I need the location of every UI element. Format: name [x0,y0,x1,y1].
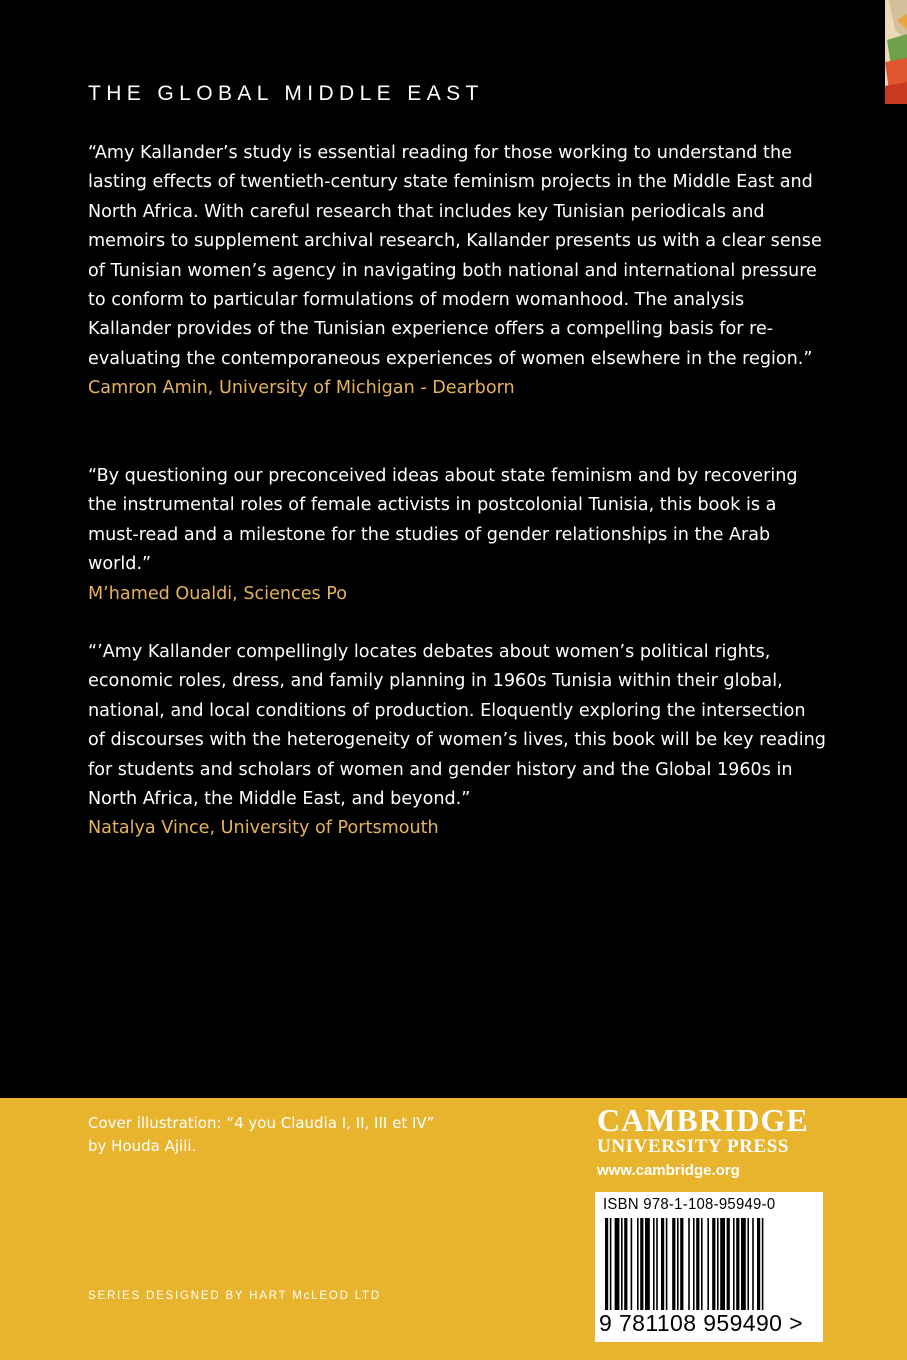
barcode-bar [680,1218,683,1310]
barcode-bar [615,1218,620,1310]
barcode-bar [621,1218,623,1310]
back-cover-footer [0,1098,907,1360]
barcode-bar [661,1218,664,1310]
barcode-bar [762,1218,764,1310]
barcode-bar [653,1218,655,1310]
barcode-bar [677,1218,679,1310]
isbn-barcode [595,1192,823,1342]
barcode-bar [717,1218,719,1310]
barcode-bar [707,1218,709,1310]
endorsement-quote: “Amy Kallander’s study is essential reading for those working to understand the lasting effects of twentieth-century state feminism projects in the Middle East and North Africa. With careful research that includes key Tunisian periodicals and memoirs to supplement archival research, Kallander presents us with a clear sense of Tunisian women’s agency in navigating both national and international pressure to conform to particular formulations of modern womanhood. The analysis Kallander provides of the Tunisian experience offers a compelling basis for re-evaluating the contemporaneous experiences of women elsewhere in the region.” [88,143,822,369]
barcode-bar [610,1218,612,1310]
barcode-bar [624,1218,627,1310]
publisher-logo [597,1104,827,1179]
barcode-bar [637,1218,639,1310]
publisher-url: www.cambridge.org [597,1162,740,1179]
barcode-bar [747,1218,749,1310]
barcode-bar [645,1218,650,1310]
barcode-bar [656,1218,658,1310]
barcode-bar [720,1218,725,1310]
cover-credit [88,1112,434,1158]
barcode-bar [741,1218,746,1310]
barcode-bar [666,1218,668,1310]
series-title: THE GLOBAL MIDDLE EAST [88,82,484,105]
isbn-label: ISBN 978-1-108-95949-0 [603,1196,776,1213]
endorsement-author: Camron Amin, University of Michigan - Dearborn [88,378,515,399]
endorsement [88,139,828,404]
series-designer: SERIES DESIGNED BY HART McLEOD LTD [88,1290,381,1302]
endorsement-quote: “By questioning our preconceived ideas about state feminism and by recovering the instrumental roles of female activists in postcolonial Tunisia, this book is a must-read and a milestone for the studies of gender relationships in the Arab world.” [88,466,798,575]
barcode-bar [688,1218,690,1310]
barcode-bar [701,1218,703,1310]
barcode-bar [693,1218,695,1310]
barcode-bar [696,1218,699,1310]
barcode-bar [757,1218,760,1310]
cover-credit-line: by Houda Ajili. [88,1137,197,1155]
barcode-bar [736,1218,739,1310]
barcode-bar [640,1218,643,1310]
publisher-name: CAMBRIDGE [597,1102,809,1138]
barcode-bar [631,1218,633,1310]
endorsement-author: M’hamed Oualdi, Sciences Po [88,583,348,604]
barcode-bar [605,1218,608,1310]
publisher-subtitle: UNIVERSITY PRESS [597,1136,790,1157]
cover-art-corner [885,0,907,104]
endorsement [88,638,828,844]
cover-credit-line: Cover illustration: “4 you Claudia I, II, III et IV” [88,1114,435,1132]
barcode-bar [727,1218,730,1310]
barcode-bar [733,1218,735,1310]
barcode-bar [752,1218,754,1310]
endorsement-author: Natalya Vince, University of Portsmouth [88,818,439,839]
barcode-number: 9 781108 959490 > [599,1310,803,1336]
barcode-bar [672,1218,675,1310]
endorsement-quote: “’Amy Kallander compellingly locates debates about women’s political rights, economic roles, dress, and family planning in 1960s Tunisia within their global, national, and local conditions of production. Eloquently exploring the intersection of discourses with the heterogeneity of women’s lives, this book will be key reading for students and scholars of women and gender history and the Global 1960s in North Africa, the Middle East, and beyond.” [88,642,826,810]
barcode-bars [603,1218,815,1316]
barcode-bar [712,1218,715,1310]
endorsement [88,462,828,609]
